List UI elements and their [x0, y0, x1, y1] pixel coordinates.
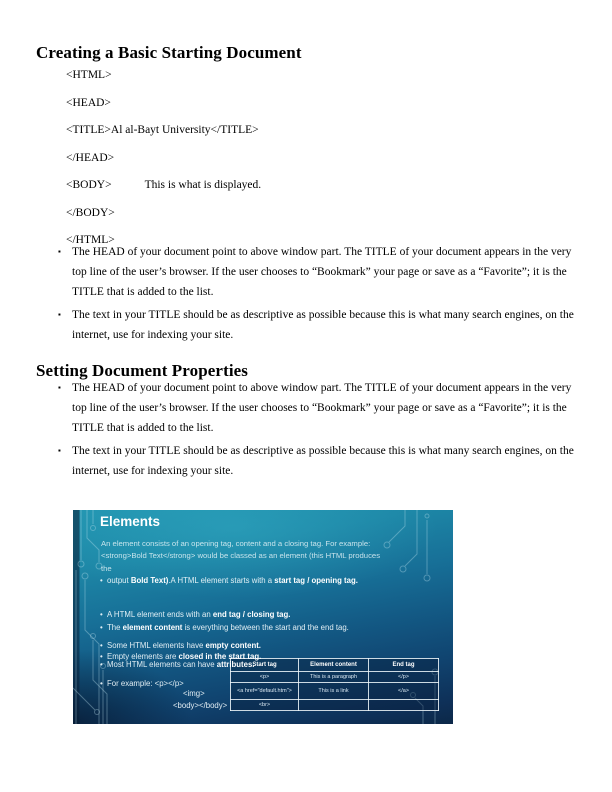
text-segment: A HTML element ends with an — [107, 610, 213, 619]
code-line-body — [66, 178, 261, 192]
table-header-cell: End tag — [369, 659, 439, 672]
slide-intro-paragraph: An element consists of an opening tag, content and a closing tag. For example: <strong>Bold Text</strong> would be classed as an element (this HTML produces the — [101, 539, 381, 573]
bullet-item — [36, 378, 583, 438]
section2-heading: Setting Document Properties — [36, 361, 249, 381]
slide-bullet — [100, 609, 407, 621]
table-cell: This is a link — [299, 683, 369, 700]
text-segment: Some HTML elements have — [107, 641, 206, 650]
text-segment: For example: <p></p> — [107, 679, 184, 688]
code-block — [66, 68, 261, 261]
embedded-slide-image — [73, 510, 453, 724]
bullet-text: The HEAD of your document point to above window part. The TITLE of your document appears in the very top line of the user’s browser. If the user chooses to “Bookmark” your page or save as a “Favorite”; it is the TITLE that is added to the list. — [72, 382, 572, 434]
section1-heading: Creating a Basic Starting Document — [36, 43, 302, 63]
bullet-text: The HEAD of your document point to above window part. The TITLE of your document appears in the very top line of the user’s browser. If the user chooses to “Bookmark” your page or save as a “Favorite”; it is the TITLE that is added to the list. — [72, 246, 572, 298]
bullet-text: The text in your TITLE should be as descriptive as possible because this is what many search engines, on the internet, use for indexing your site. — [72, 309, 574, 341]
text-segment: closed in the start tag. — [178, 652, 262, 661]
code-line: <HTML> — [66, 69, 112, 81]
table-cell — [299, 700, 369, 711]
slide-title: Elements — [100, 514, 161, 529]
text-segment: attributes. — [216, 660, 255, 669]
table-row — [231, 700, 439, 711]
text-segment: .A HTML element starts with a — [168, 576, 275, 585]
slide-bullet — [100, 640, 407, 652]
text-segment: start tag / opening tag. — [274, 576, 358, 585]
table-header-cell: Start tag — [231, 659, 299, 672]
bullet-list — [36, 378, 583, 484]
text-segment: Most HTML elements can have — [107, 660, 217, 669]
text-segment: end tag / closing tag. — [212, 610, 291, 619]
text-segment: Bold Text) — [130, 576, 169, 585]
table-cell: <a href="default.htm"> — [231, 683, 299, 700]
slide-bullet — [100, 678, 407, 690]
code-line: </HEAD> — [66, 151, 115, 164]
body-comment: This is what is displayed. — [144, 179, 262, 191]
bullet-text: The text in your TITLE should be as descriptive as possible because this is what many search engines, on the internet, use for indexing your site. — [72, 445, 574, 477]
square-bullet-icon: ▪ — [58, 446, 61, 455]
slide-example-line: <body></body> — [173, 701, 228, 710]
bullet-item — [36, 441, 583, 481]
table-header-cell: Element content — [299, 659, 369, 672]
bullet-item — [36, 305, 583, 345]
table-cell: <p> — [231, 672, 299, 683]
slide-example-line: <img> — [183, 689, 205, 698]
square-bullet-icon: ▪ — [58, 310, 61, 319]
text-segment: output — [107, 576, 131, 585]
text-segment: Empty elements are — [107, 652, 179, 661]
square-bullet-icon: ▪ — [58, 383, 61, 392]
text-segment: empty content. — [205, 641, 261, 650]
body-tag: <BODY> — [66, 179, 112, 191]
code-line: <HEAD> — [66, 96, 111, 109]
table-cell: </p> — [369, 672, 439, 683]
bullet-item — [36, 242, 583, 302]
code-line: <TITLE>Al al-Bayt University</TITLE> — [66, 124, 259, 136]
code-line: </BODY> — [66, 206, 115, 219]
slide-bullet — [100, 575, 407, 587]
code-line: </HTML> — [66, 234, 115, 246]
table-cell: <br> — [231, 700, 299, 711]
text-segment: The — [107, 623, 123, 632]
slide-bullet — [100, 622, 407, 634]
square-bullet-icon: ▪ — [58, 247, 61, 256]
table-cell: This is a paragraph — [299, 672, 369, 683]
slide-bullet — [100, 659, 437, 671]
bullet-list — [36, 242, 583, 348]
table-cell — [369, 700, 439, 711]
text-segment: element content — [122, 623, 183, 632]
text-segment: is everything between the start and the end tag. — [182, 623, 349, 632]
table-cell: </a> — [369, 683, 439, 700]
